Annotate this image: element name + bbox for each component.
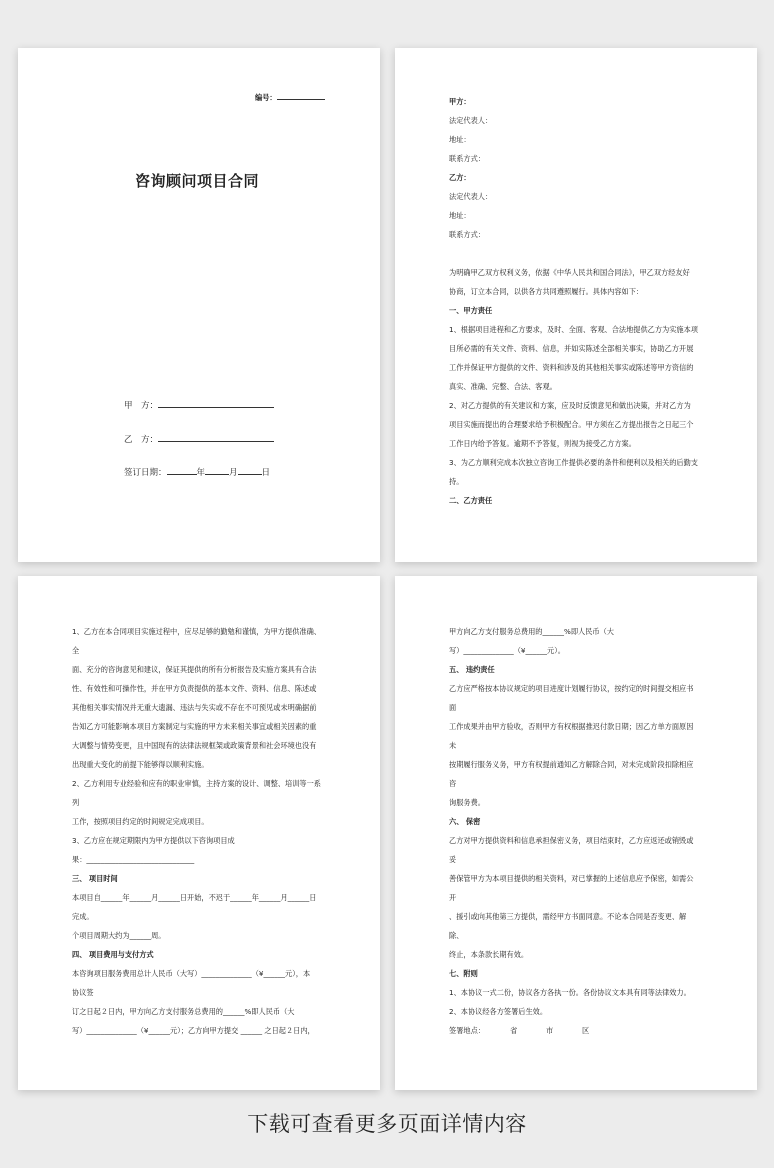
text-line: 性、有效性和可操作性，并在甲方负责提供的基本文件、资料、信息、陈述或 (72, 684, 317, 693)
text-line: 2、对乙方提供的有关建议和方案，应及时反馈意见和做出决策，并对乙方为 (449, 401, 691, 410)
text-line: 地址： (449, 135, 471, 144)
month-blank (205, 465, 229, 475)
text-line: 询服务费。 (449, 798, 485, 807)
party-b-blank (158, 432, 274, 442)
section-heading: 甲方： (449, 97, 471, 106)
page-2 (395, 48, 757, 562)
section-heading: 一、甲方责任 (449, 306, 493, 315)
section-heading: 五、 违约责任 (449, 665, 495, 674)
text-line: 持。 (449, 477, 464, 486)
text-line: 未 (449, 741, 457, 750)
text-line: 列 (72, 798, 80, 807)
section-heading: 七、附则 (449, 969, 478, 978)
sign-date-line (124, 465, 270, 478)
text-line: 除、 (449, 931, 464, 940)
text-line: 妥 (449, 855, 457, 864)
text-line: 订之日起２日内，甲方向乙方支付服务总费用的______%即人民币（大 (72, 1007, 295, 1016)
text-line: 完成。 (72, 912, 94, 921)
text-line: 2、乙方利用专业经验和应有的职业审慎，主持方案的设计、调整、培训等一系 (72, 779, 321, 788)
text-line: 告知乙方可能影响本项目方案制定与实施的甲方未来相关事宜或相关因素的重 (72, 722, 317, 731)
text-line (449, 244, 698, 263)
text-line: 乙方对甲方提供资料和信息承担保密义务，项目结束时，乙方应返还或销毁或 (449, 836, 694, 845)
text-line: 大调整与情势变更，且中国现有的法律法规框架或政策背景和社会环境也没有 (72, 741, 317, 750)
text-line: 项目实施而提出的合理要求给予积极配合。甲方须在乙方提出报告之日起三个 (449, 420, 694, 429)
text-line: 开 (449, 893, 457, 902)
text-line: 、援引或向其他第三方提供，需经甲方书面同意。不论本合同是否变更、解 (449, 912, 687, 921)
text-line: 1、本协议一式二份，协议各方各执一份。各份协议文本具有同等法律效力。 (449, 988, 691, 997)
text-line: 本项目自______年______月______日开始，不迟于______年______月______日 (72, 893, 317, 902)
text-line: 3、为乙方顺利完成本次独立咨询工作提供必要的条件和便利以及相关的后勤支 (449, 458, 698, 467)
year-label: 年 (196, 468, 206, 478)
section-heading: 二、乙方责任 (449, 496, 493, 505)
contract-title: 咨询顾问项目合同 (135, 172, 260, 190)
text-line: 3、乙方应在规定期限内为甲方提供以下咨询项目成 (72, 836, 235, 845)
section-heading: 三、 项目时间 (72, 874, 118, 883)
text-line: 工作，按照项目约定的时间规定完成项目。 (72, 817, 209, 826)
party-a-blank (158, 398, 274, 408)
page-4-body (449, 622, 693, 1040)
text-line: 签署地点： 省 市 区 (449, 1026, 590, 1035)
text-line: 联系方式： (449, 230, 485, 239)
text-line: 出现重大变化的前提下能够得以顺利实施。 (72, 760, 209, 769)
text-line: 写）______________（¥______元）；乙方向甲方提交 ______ 之日起２日内， (72, 1026, 315, 1035)
text-line: 写）______________（¥______元）。 (449, 646, 565, 655)
text-line: 果：______________________________ (72, 855, 195, 864)
text-line: 善保管甲方为本项目提供的相关资料，对已掌握的上述信息应予保密，如需公 (449, 874, 694, 883)
text-line: 2、本协议经各方签署后生效。 (449, 1007, 548, 1016)
contract-number-label: 编号： (255, 93, 277, 102)
text-line: 全 (72, 646, 80, 655)
text-line: 1、乙方在本合同项目实施过程中，应尽足够的勤勉和谨慎，为甲方提供准确、 (72, 627, 321, 636)
text-line: 工作并保证甲方提供的文件、资料和涉及的其他相关事实或陈述等甲方资信的 (449, 363, 694, 372)
year-blank (167, 465, 197, 475)
text-line: 为明确甲乙双方权利义务，依据《中华人民共和国合同法》，甲乙双方经友好 (449, 268, 690, 277)
text-line: 个项目周期大约为______周。 (72, 931, 166, 940)
text-line: 本咨询项目服务费用总计人民币（大写）______________（¥______元），本 (72, 969, 311, 978)
text-line: 终止，本条款长期有效。 (449, 950, 529, 959)
page-3 (18, 576, 380, 1090)
text-line: 目所必需的有关文件、资料、信息，并如实陈述全部相关事实，协助乙方开展 (449, 344, 694, 353)
text-line: 1、根据项目进程和乙方要求，及时、全面、客观、合法地提供乙方为实施本项 (449, 325, 698, 334)
text-line: 协议签 (72, 988, 94, 997)
download-more-footer: 下载可查看更多页面详情内容 (247, 1112, 527, 1136)
party-a-line (124, 398, 274, 411)
page-cover (18, 48, 380, 562)
text-line: 面、充分的咨询意见和建议，保证其提供的所有分析报告及实施方案具有合法 (72, 665, 317, 674)
text-line: 工作成果并由甲方验收，否则甲方有权根据推迟付款日期；因乙方单方面原因 (449, 722, 694, 731)
party-b-label: 乙 方： (124, 435, 159, 445)
section-heading: 六、 保密 (449, 817, 481, 826)
text-line: 法定代表人： (449, 192, 493, 201)
text-line: 联系方式： (449, 154, 485, 163)
text-line: 其他相关事实情况并无重大遗漏、违法与失实或不存在不可预见或未明确据前 (72, 703, 317, 712)
section-heading: 乙方： (449, 173, 471, 182)
text-line: 法定代表人： (449, 116, 493, 125)
text-line: 咨 (449, 779, 457, 788)
contract-number (255, 88, 325, 107)
party-a-label: 甲 方： (124, 401, 159, 411)
page-2-body (449, 92, 698, 510)
sign-date-label: 签订日期： (124, 468, 167, 478)
month-label: 月 (229, 468, 238, 478)
text-line: 真实、准确、完整、合法、客观。 (449, 382, 557, 391)
text-line: 协商，订立本合同，以供各方共同遵照履行。具体内容如下： (449, 287, 644, 296)
text-line: 按期履行服务义务，甲方有权提前通知乙方解除合同，对未完成阶段扣除相应 (449, 760, 694, 769)
text-line: 地址： (449, 211, 471, 220)
text-line: 工作日内给予答复。逾期不予答复，则视为接受乙方方案。 (449, 439, 636, 448)
party-b-line (124, 432, 274, 445)
text-line: 乙方应严格按本协议规定的项目进度计划履行协议，按约定的时间提交相应书 (449, 684, 694, 693)
section-heading: 四、 项目费用与支付方式 (72, 950, 154, 959)
page-4 (395, 576, 757, 1090)
text-line: 甲方向乙方支付服务总费用的______%即人民币（大 (449, 627, 614, 636)
page-3-body (72, 622, 321, 1040)
day-blank (238, 465, 262, 475)
contract-number-blank (277, 92, 325, 100)
text-line: 面 (449, 703, 457, 712)
day-label: 日 (261, 468, 271, 478)
